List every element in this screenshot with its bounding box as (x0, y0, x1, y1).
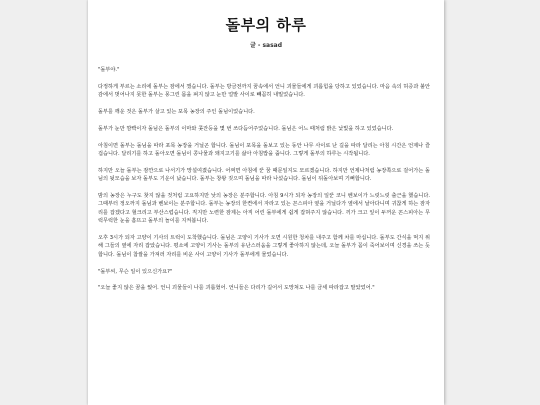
paragraph: "돌부씨, 무슨 일이 있으신가요?" (98, 268, 173, 275)
document-body (98, 66, 430, 301)
document-title: 돌부의 하루 (225, 16, 307, 34)
paragraph: 오후 3시가 되자 고양이 기사의 트럭이 도착했습니다. 돌님은 고양이 기사가 오면 시원한 청차를 내주고 함께 차를 마십니다. 돌부도 간식을 먹지 위해 그들의 옆에 자리 잡았습니다. 평소에 고양이 기사는 돌부의 유난스러움을 그렇게 좋아하지 않는데, 오늘 돌부가 꼼이 죽어보이며 신경을 쓰는 듯합니다. 돌님이 찹쌀을 가져러 자리를 비운 사이 고양이 기사가 돌부에게 물었습니다. (98, 235, 430, 258)
document-page (88, 0, 444, 405)
document-byline: 글 - sasad (250, 42, 282, 49)
paragraph: 밤의 농장은 누구도 찾지 않을 것처럼 고요하지만 낮의 농장은 분주합니다. 아침 9시가 되자 농장의 일꾼 코니 벤보이가 느릿느릿 출근을 했습니다. 그때부터 정오까지 돌님과 벤보이는 분주합니다. 돌부는 농장의 한켠에서 자라고 있는 꼰스피아 옆을 거닐다가 옆에서 날아다니며 귀찮게 하는 잠자리를 잡겠다고 헐크리고 부산스럽습니다. 직지만 노련한 잠제는 아직 어린 돌부에게 쉽게 잡혀주지 않습니다. 끼가 크고 잎이 두꺼운 꼰스피아는 무럭무럭한 눈을 흠뜨고 돌부의 놀이를 지켜봅니다. (98, 193, 430, 225)
paragraph: 다정하게 부르는 소리에 돌부는 잠에서 깼습니다. 돌부는 방금전까지 꿈속에서 언니 괴물들에게 괴롭힘을 당하고 있었습니다. 마음 속의 허증과 불안감에서 벗어나지 못한 돌부는 몽그린 몸을 펴지 않고 눈만 얼발 사이로 빼꼼히 내밀었습니다. (98, 83, 430, 99)
paragraph: 돌부가 눈만 깜빡이자 돌님은 돌부의 이마와 콧잔등을 몇 번 쓰다듬어주었습니다. 돌님은 어느 때처럼 밝은 낯빛을 하고 있었습니다. (98, 125, 394, 132)
paragraph: 돌부를 깨운 것은 돌부가 살고 있는 포목 농장의 주인 돌님이었습니다. (98, 109, 255, 115)
paragraph: "오늘 좋지 않은 꿈을 꿨어. 언니 괴물들이 나를 괴롭혔어. 언니들은 다리가 길어서 도망쳐도 나를 금세 따라잡고 말았었어." (98, 285, 375, 292)
paragraph: 아침이면 돌부는 돌님을 따라 포목 농장을 거닐곤 합니다. 돌님이 포목을 돌보고 있는 동안 나무 사이로 난 길을 따라 달리는 아침 시간은 언제나 즐겁습니다. 달리기를 하고 돌아오면 돌님이 콩나물과 돼지고기를 삶아 아침밥을 줍니다. 그렇게 돌부의 하루는 시작됩니다. (98, 142, 430, 157)
paragraph: 하지만 오늘 돌부는 잠깐으로 나서기가 망설여졌습니다. 어쩌면 아침에 꾼 꿈 때문일지도 모르겠습니다. 하지만 언제나처럼 농장쪽으로 걸어가는 돌님의 뒷모습을 보자 돌부도 기운이 났습니다. 돌부는 창왕 짖으며 돌님을 따라 나섰습니다. 돌님이 뒤돌아보며 기뻐합니다. (98, 167, 430, 183)
paragraph: "돌부야." (98, 67, 120, 73)
